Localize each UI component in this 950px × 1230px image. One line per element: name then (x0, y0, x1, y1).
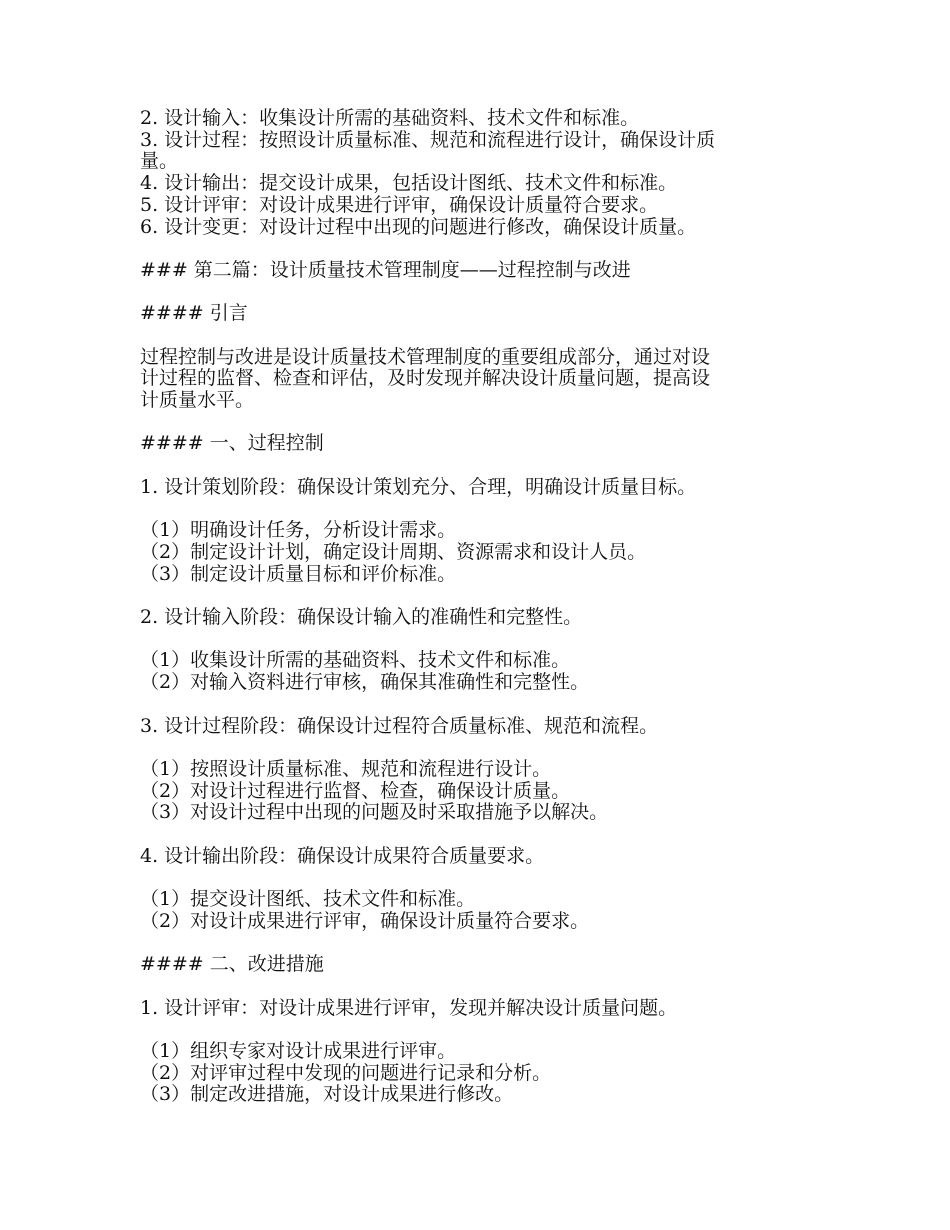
stage-title: 3. 设计过程阶段：确保设计过程符合质量标准、规范和流程。 (140, 714, 659, 737)
sub-item: （2）对输入资料进行审核，确保其准确性和完整性。 (140, 671, 590, 694)
sub-item: （1）组织专家对设计成果进行评审。 (140, 1040, 457, 1062)
measure-items (140, 1041, 810, 1106)
list-item: 4. 设计输出：提交设计成果，包括设计图纸、技术文件和标准。 (140, 172, 678, 195)
list-item: 3. 设计过程：按照设计质量标准、规范和流程进行设计，确保设计质 (140, 128, 716, 151)
sub-item: （2）对设计过程进行监督、检查，确保设计质量。 (140, 779, 571, 802)
sub-item: （1）明确设计任务，分析设计需求。 (140, 519, 457, 542)
sub-item: （2）对评审过程中发现的问题进行记录和分析。 (140, 1061, 552, 1084)
intro-paragraph (140, 347, 810, 412)
list-item: 6. 设计变更：对设计过程中出现的问题进行修改，确保设计质量。 (140, 215, 697, 238)
document-page (140, 108, 810, 1106)
top-numbered-list (140, 108, 810, 238)
section-heading-process-control: #### 一、过程控制 (140, 432, 324, 455)
measure-title: 1. 设计评审：对设计成果进行评审，发现并解决设计质量问题。 (140, 996, 678, 1019)
sub-item: （3）制定设计质量目标和评价标准。 (140, 562, 457, 585)
stage-title: 2. 设计输入阶段：确保设计输入的准确性和完整性。 (140, 606, 583, 629)
sub-item: （2）对设计成果进行评审，确保设计质量符合要求。 (140, 909, 590, 932)
list-item: 5. 设计评审：对设计成果进行评审，确保设计质量符合要求。 (140, 193, 659, 216)
sub-item: （3）对设计过程中出现的问题及时采取措施予以解决。 (140, 801, 609, 824)
stage-items (140, 520, 810, 585)
paragraph-line: 过程控制与改进是设计质量技术管理制度的重要组成部分，通过对设 (140, 345, 711, 368)
intro-heading: #### 引言 (140, 302, 248, 325)
sub-item: （2）制定设计计划，确定设计周期、资源需求和设计人员。 (140, 540, 647, 563)
list-item-continuation: 量。 (140, 150, 179, 173)
paragraph-line: 计过程的监督、检查和评估，及时发现并解决设计质量问题，提高设 (140, 367, 711, 390)
chapter-heading: ### 第二篇：设计质量技术管理制度——过程控制与改进 (140, 258, 631, 281)
sub-item: （3）制定改进措施，对设计成果进行修改。 (140, 1083, 514, 1106)
sub-item: （1）提交设计图纸、技术文件和标准。 (140, 888, 476, 911)
paragraph-line: 计质量水平。 (140, 389, 255, 412)
sub-item: （1）收集设计所需的基础资料、技术文件和标准。 (140, 649, 571, 672)
list-item: 2. 设计输入：收集设计所需的基础资料、技术文件和标准。 (140, 107, 640, 129)
stage-title: 1. 设计策划阶段：确保设计策划充分、合理，明确设计质量目标。 (140, 475, 697, 498)
stage-items (140, 889, 810, 932)
stage-items (140, 759, 810, 824)
sub-item: （1）按照设计质量标准、规范和流程进行设计。 (140, 757, 552, 780)
section-heading-improvement: #### 二、改进措施 (140, 953, 324, 976)
stage-title: 4. 设计输出阶段：确保设计成果符合质量要求。 (140, 844, 545, 867)
stage-items (140, 650, 810, 693)
